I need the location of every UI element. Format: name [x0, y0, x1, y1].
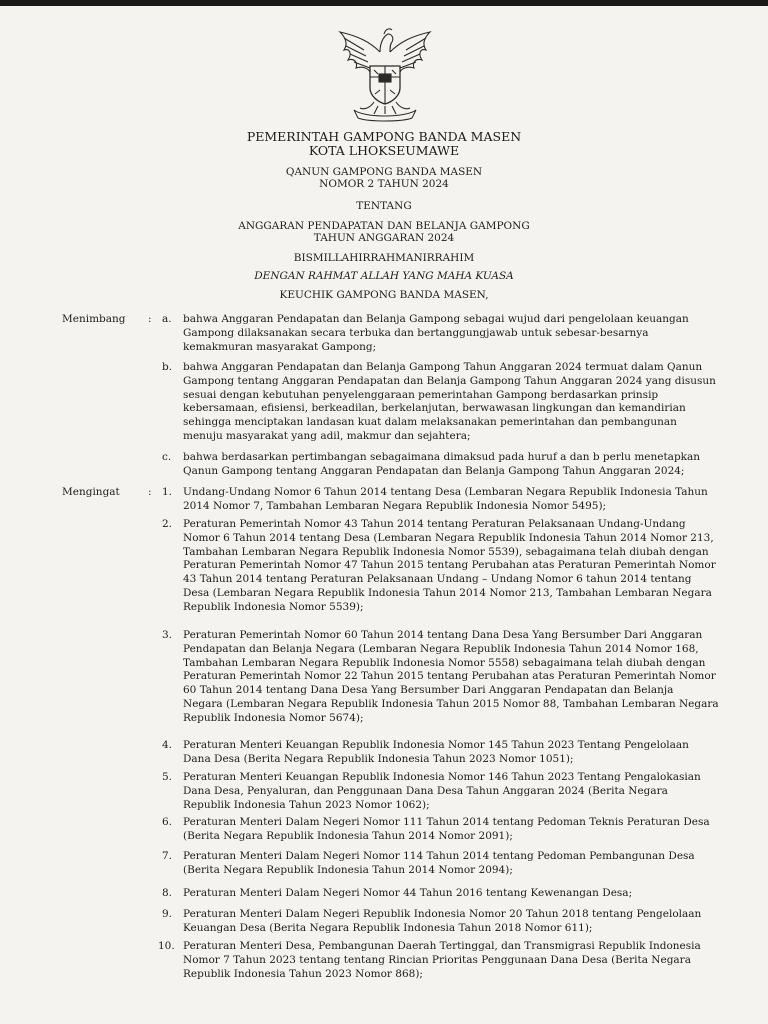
text-line: 60 Tahun 2014 tentang Dana Desa Yang Bersumber Dari Anggaran Pendapatan dan Belanja	[183, 684, 674, 697]
text-line: kemakmuran masyarakat Gampong;	[183, 340, 377, 353]
item-number: a.	[162, 313, 172, 325]
qanun-number: NOMOR 2 TAHUN 2024	[319, 178, 449, 190]
mengingat-colon: :	[148, 486, 152, 498]
text-line: Negara (Lembaran Negara Republik Indonesia Tahun 2015 Nomor 88, Tambahan Lembaran Negara	[183, 697, 719, 710]
text-line: Peraturan Menteri Dalam Negeri Nomor 114 Tahun 2014 tentang Pedoman Pembangunan Desa	[183, 850, 695, 862]
item-number: 8.	[162, 887, 173, 899]
text-line: Gampong tentang Anggaran Pendapatan dan Belanja Gampong Tahun Anggaran 2024 yang disusun	[183, 374, 716, 387]
text-line: (Berita Negara Republik Indonesia Tahun 2014 Nomor 2091);	[183, 829, 513, 842]
text-line: bahwa Anggaran Pendapatan dan Belanja Gampong sebagai wujud dari pengelolaan keuangan	[183, 313, 689, 325]
text-line: Republik Indonesia Nomor 5539);	[183, 600, 364, 613]
item-text	[183, 486, 723, 514]
text-line: Undang-Undang Nomor 6 Tahun 2014 tentang Desa (Lembaran Negara Republik Indonesia Tahun	[183, 486, 708, 498]
text-line: Nomor 7 Tahun 2023 tentang tentang Rincian Prioritas Penggunaan Dana Desa (Berita Negara	[183, 953, 691, 966]
text-line: Republik Indonesia Tahun 2023 Nomor 868);	[183, 967, 423, 980]
text-line: Tambahan Lembaran Negara Republik Indonesia Nomor 5558) sebagaimana telah diubah dengan	[183, 656, 706, 669]
item-number: 6.	[162, 816, 173, 828]
item-number: 7.	[162, 850, 173, 862]
item-number: 3.	[162, 629, 173, 641]
text-line: Keuangan Desa (Berita Negara Republik Indonesia Tahun 2018 Nomor 611);	[183, 921, 593, 934]
garuda-emblem-icon	[330, 22, 440, 122]
item-number: b.	[162, 361, 173, 373]
text-line: Republik Indonesia Tahun 2023 Nomor 1062);	[183, 798, 430, 811]
item-number: 9.	[162, 908, 173, 920]
item-text	[183, 739, 723, 767]
text-line: Nomor 6 Tahun 2014 tentang Desa (Lembaran Negara Republik Indonesia Tahun 2014 Nomor 213,	[183, 531, 714, 544]
page-top-edge	[0, 0, 768, 6]
text-line: Gampong dilaksanakan secara terbuka dan bertanggungjawab untuk sebesar-besarnya	[183, 326, 649, 339]
text-line: Qanun Gampong tentang Anggaran Pendapatan dan Belanja Gampong Tahun Anggaran 2024;	[183, 464, 685, 477]
item-text	[183, 940, 723, 981]
text-line: Republik Indonesia Nomor 5674);	[183, 711, 364, 724]
text-line: sehingga menciptakan landasan kuat dalam melaksanakan pemerintahan dan pembangunan	[183, 416, 677, 429]
text-line: Peraturan Menteri Dalam Negeri Nomor 111 Tahun 2014 tentang Pedoman Teknis Peraturan Desa	[183, 816, 710, 828]
qanun-title: QANUN GAMPONG BANDA MASEN	[285, 166, 483, 178]
item-text	[183, 451, 723, 479]
item-text	[183, 850, 723, 878]
menimbang-label: Menimbang	[62, 313, 126, 325]
text-line: Peraturan Pemerintah Nomor 47 Tahun 2015 tentang Perubahan atas Peraturan Pemerintah Nomor	[183, 559, 716, 572]
text-line: Peraturan Pemerintah Nomor 43 Tahun 2014 tentang Peraturan Pelaksanaan Undang-Undang	[183, 518, 686, 530]
qanun-heading	[0, 166, 768, 190]
text-line: Dana Desa, Penyaluran, dan Penggunaan Dana Desa Tahun Anggaran 2024 (Berita Negara	[183, 784, 668, 797]
item-text	[183, 816, 723, 844]
document-subject	[0, 220, 768, 244]
city-name: KOTA LHOKSEUMAWE	[308, 143, 460, 158]
tentang-heading: TENTANG	[356, 200, 412, 212]
text-line: sesuai dengan kebutuhan penyelenggaraan pemerintahan Gampong berdasarkan prinsip	[183, 388, 659, 401]
text-line: Peraturan Menteri Desa, Pembangunan Daerah Tertinggal, dan Transmigrasi Republik Indonesia	[183, 940, 701, 952]
mengingat-label: Mengingat	[62, 486, 120, 498]
item-text	[183, 629, 723, 726]
government-name: PEMERINTAH GAMPONG BANDA MASEN	[246, 129, 522, 144]
item-text	[183, 361, 723, 444]
text-line: Tambahan Lembaran Negara Republik Indonesia Nomor 5539), sebagaimana telah diubah dengan	[183, 545, 709, 558]
subject-line-2: TAHUN ANGGARAN 2024	[313, 232, 455, 244]
text-line: Dana Desa (Berita Negara Republik Indonesia Tahun 2023 Nomor 1051);	[183, 752, 574, 765]
text-line: Peraturan Pemerintah Nomor 60 Tahun 2014 tentang Dana Desa Yang Bersumber Dari Anggaran	[183, 629, 703, 641]
text-line: Pendapatan dan Belanja Negara (Lembaran Negara Republik Indonesia Tahun 2014 Nomor 168,	[183, 642, 699, 655]
text-line: kebersamaan, efisiensi, berkeadilan, berkelanjutan, berwawasan lingkungan dan kemandirian	[183, 402, 686, 415]
text-line: Desa (Lembaran Negara Republik Indonesia Tahun 2014 Nomor 213, Tambahan Lembaran Negara	[183, 586, 712, 599]
item-number: 10.	[158, 940, 175, 952]
text-line: menuju masyarakat yang adil, makmur dan sejahtera;	[183, 429, 471, 442]
item-text	[183, 518, 723, 615]
bismillah-line: BISMILLAHIRRAHMANIRRAHIM	[293, 252, 475, 264]
item-text	[183, 887, 723, 901]
menimbang-colon: :	[148, 313, 152, 325]
rahmat-line: DENGAN RAHMAT ALLAH YANG MAHA KUASA	[254, 270, 514, 282]
item-text	[183, 771, 723, 812]
subject-line-1: ANGGARAN PENDAPATAN DAN BELANJA GAMPONG	[238, 220, 530, 232]
item-number: 1.	[162, 486, 173, 498]
item-number: 4.	[162, 739, 173, 751]
text-line: (Berita Negara Republik Indonesia Tahun 2014 Nomor 2094);	[183, 863, 513, 876]
text-line: Peraturan Menteri Dalam Negeri Republik Indonesia Nomor 20 Tahun 2018 tentang Pengelolaan	[183, 908, 702, 920]
text-line: Peraturan Menteri Keuangan Republik Indonesia Nomor 146 Tahun 2023 Tentang Pengalokasian	[183, 771, 701, 783]
text-line: Peraturan Menteri Dalam Negeri Nomor 44 Tahun 2016 tentang Kewenangan Desa;	[183, 887, 633, 899]
item-text	[183, 908, 723, 936]
item-number: 2.	[162, 518, 173, 530]
item-text	[183, 313, 723, 354]
item-number: c.	[162, 451, 172, 463]
text-line: Peraturan Pemerintah Nomor 22 Tahun 2015 tentang Perubahan atas Peraturan Pemerintah Nomor	[183, 670, 716, 683]
text-line: 2014 Nomor 7, Tambahan Lembaran Negara Republik Indonesia Nomor 5495);	[183, 499, 607, 512]
item-number: 5.	[162, 771, 173, 783]
keuchik-line: KEUCHIK GAMPONG BANDA MASEN,	[279, 289, 489, 301]
government-heading	[0, 130, 768, 158]
text-line: Peraturan Menteri Keuangan Republik Indonesia Nomor 145 Tahun 2023 Tentang Pengelolaan	[183, 739, 689, 751]
text-line: 43 Tahun 2014 tentang Peraturan Pelaksanaan Undang – Undang Nomor 6 tahun 2014 tentang	[183, 573, 692, 586]
text-line: bahwa Anggaran Pendapatan dan Belanja Gampong Tahun Anggaran 2024 termuat dalam Qanun	[183, 361, 703, 373]
text-line: bahwa berdasarkan pertimbangan sebagaimana dimaksud pada huruf a dan b perlu menetapkan	[183, 451, 701, 463]
